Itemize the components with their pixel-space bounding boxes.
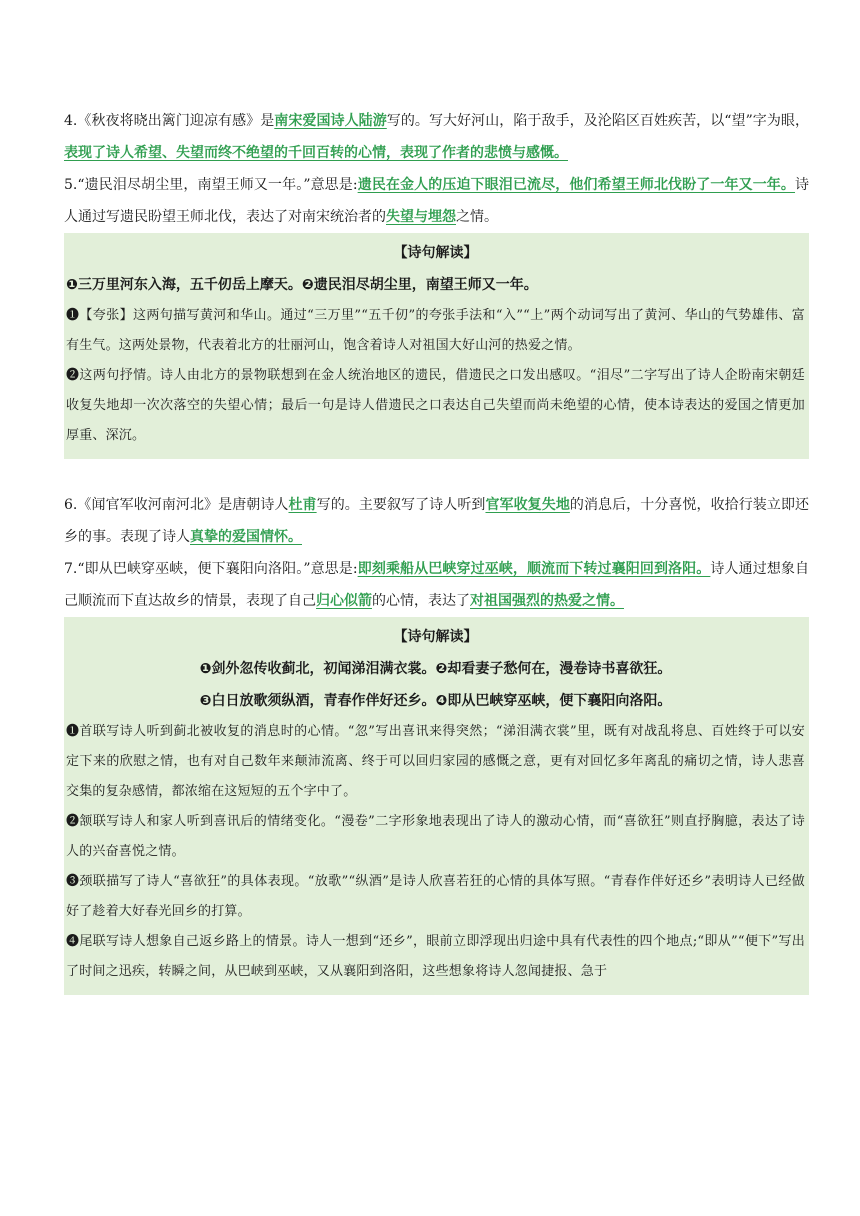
- q6-text-2: 写的。主要叙写了诗人听到: [316, 497, 486, 513]
- q6-answer-theme: 真挚的爱国情怀。: [190, 529, 302, 545]
- section-gap: [64, 459, 809, 489]
- q4-text: 4.《秋夜将晓出篱门迎凉有感》是: [64, 113, 275, 129]
- box-1-note-1: ❶【夸张】这两句描写黄河和华山。通过“三万里”“五千仞”的夸张手法和“入”“上”两个动词写出了黄河、华山的气势雄伟、富有生气。这两处景物，代表着北方的壮丽河山，饱含着诗人对祖国大好山河的热爱之情。: [66, 308, 805, 353]
- q5-answer-meaning: 遗民在金人的压迫下眼泪已流尽，他们希望王师北伐盼了一年又一年。: [357, 177, 796, 193]
- q7-answer-mood: 归心似箭: [316, 593, 372, 609]
- box-2-note-4: ❹尾联写诗人想象自己返乡路上的情景。诗人一想到“还乡”，眼前立即浮现出归途中具有代表性的四个地点;“即从”“便下”写出了时间之迅疾，转瞬之间，从巴峡到巫峡，又从襄阳到洛阳，这些想象将诗人忽闻捷报、急于: [66, 934, 805, 979]
- question-5: [64, 169, 809, 233]
- q4-answer-theme: 表现了诗人希望、失望而终不绝望的千回百转的心情，表现了作者的悲愤与感慨。: [64, 145, 568, 161]
- q7-answer-feeling: 对祖国强烈的热爱之情。: [470, 593, 624, 609]
- box-2-title: 【诗句解读】: [393, 629, 478, 645]
- box-1-title: 【诗句解读】: [393, 245, 478, 261]
- box-2-poem-line-1: ❶剑外忽传收蓟北，初闻涕泪满衣裳。❷却看妻子愁何在，漫卷诗书喜欲狂。: [199, 661, 672, 677]
- question-7: [64, 553, 809, 617]
- document-page: [64, 105, 809, 995]
- q7-text-2: 诗人通过想象自己顺流而下直达故乡的情景，表现了自己: [64, 561, 810, 609]
- question-6: [64, 489, 809, 553]
- q5-text-3: 之情。: [456, 209, 498, 225]
- q4-text-2: 写的。写大好河山，陷于敌手，及沦陷区百姓疾苦，以“望”字为眼，: [386, 113, 809, 129]
- q6-answer-event: 官军收复失地: [485, 497, 570, 513]
- interpretation-box-2: [64, 617, 809, 995]
- q6-answer-author: 杜甫: [288, 497, 317, 513]
- q5-answer-feeling: 失望与埋怨: [386, 209, 456, 225]
- question-4: [64, 105, 809, 169]
- box-1-poem: ❶三万里河东入海，五千仞岳上摩天。❷遗民泪尽胡尘里，南望王师又一年。: [66, 277, 538, 293]
- box-2-note-3: ❸颈联描写了诗人“喜欲狂”的具体表现。“放歌”“纵酒”是诗人欣喜若狂的心情的具体写照。“青春作伴好还乡”表明诗人已经做好了趁着大好春光回乡的打算。: [66, 874, 805, 919]
- q4-answer-author: 南宋爱国诗人陆游: [274, 113, 387, 129]
- q6-text: 6.《闻官军收河南河北》是唐朝诗人: [64, 497, 289, 513]
- q7-text: 7.“即从巴峡穿巫峡，便下襄阳向洛阳。”意思是:: [64, 561, 358, 577]
- q7-answer-meaning: 即刻乘船从巴峡穿过巫峡，顺流而下转过襄阳回到洛阳。: [357, 561, 711, 577]
- q6-text-3: 的消息后，十分喜悦，收拾行装立即还乡的事。表现了诗人: [64, 497, 810, 545]
- box-2-note-2: ❷颔联写诗人和家人听到喜讯后的情绪变化。“漫卷”二字形象地表现出了诗人的激动心情，而“喜欲狂”则直抒胸臆，表达了诗人的兴奋喜悦之情。: [66, 814, 805, 859]
- interpretation-box-1: [64, 233, 809, 459]
- q7-text-3: 的心情，表达了: [372, 593, 470, 609]
- box-2-poem-line-2: ❸白日放歌须纵酒，青春作伴好还乡。❹即从巴峡穿巫峡，便下襄阳向洛阳。: [199, 693, 672, 709]
- box-2-note-1: ❶首联写诗人听到蓟北被收复的消息时的心情。“忽”写出喜讯来得突然；“涕泪满衣裳”里，既有对战乱将息、百姓终于可以安定下来的欣慰之情，也有对自己数年来颠沛流离、终于可以回归家园的感慨之意，更有对回忆多年离乱的痛切之情，诗人悲喜交集的复杂感情，都浓缩在这短短的五个字中了。: [66, 724, 805, 799]
- box-1-note-2: ❷这两句抒情。诗人由北方的景物联想到在金人统治地区的遗民，借遗民之口发出感叹。“泪尽”二字写出了诗人企盼南宋朝廷收复失地却一次次落空的失望心情；最后一句是诗人借遗民之口表达自己失望而尚未绝望的心情，使本诗表达的爱国之情更加厚重、深沉。: [66, 368, 805, 443]
- q5-text-2: 诗人通过写遗民盼望王师北伐，表达了对南宋统治者的: [64, 177, 810, 225]
- q5-text: 5.“遗民泪尽胡尘里，南望王师又一年。”意思是:: [64, 177, 358, 193]
